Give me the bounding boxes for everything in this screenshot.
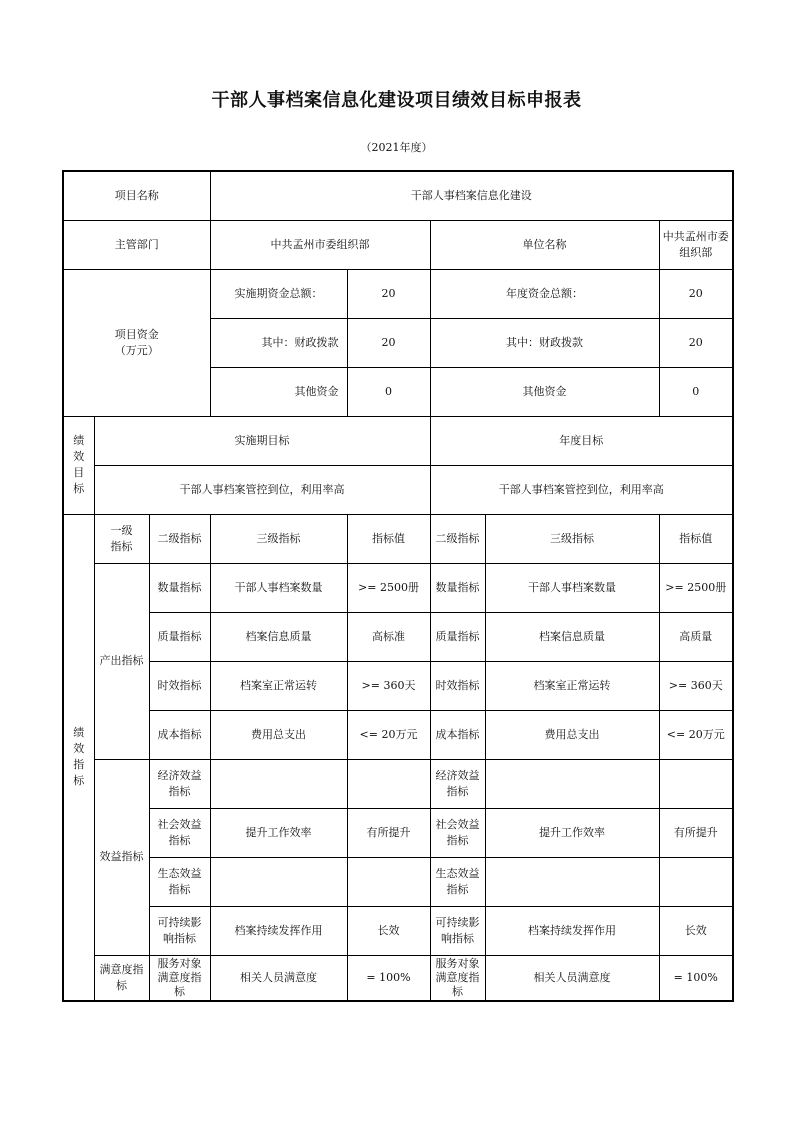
header-level1: 一级 指标 <box>94 514 149 563</box>
benefit-value: 长效 <box>347 906 430 955</box>
funds-year-value: 20 <box>659 269 733 318</box>
header-value: 指标值 <box>347 514 430 563</box>
output-year-l3: 档案信息质量 <box>485 612 659 661</box>
benefit-year-value <box>659 857 733 906</box>
funds-other-value: 0 <box>347 367 430 416</box>
project-name-value: 干部人事档案信息化建设 <box>210 171 733 220</box>
benefit-l2: 生态效益 指标 <box>149 857 210 906</box>
benefit-year-value: 长效 <box>659 906 733 955</box>
funds-label: 项目资金 （万元） <box>63 269 210 416</box>
performance-target-table <box>62 170 734 1002</box>
impl-goal-text: 干部人事档案管控到位，利用率高 <box>94 465 430 514</box>
benefit-label: 效益指标 <box>94 759 149 955</box>
output-year-value: >= 360天 <box>659 661 733 710</box>
funds-fiscal-label: 其中：财政拨款 <box>210 318 347 367</box>
output-value: <= 20万元 <box>347 710 430 759</box>
year-goal-header: 年度目标 <box>430 416 733 465</box>
output-l3: 费用总支出 <box>210 710 347 759</box>
dept-value: 中共孟州市委组织部 <box>210 220 430 269</box>
funds-fiscal-value: 20 <box>347 318 430 367</box>
year-header-level3: 三级指标 <box>485 514 659 563</box>
project-name-row <box>63 171 733 220</box>
funds-year-fiscal-value: 20 <box>659 318 733 367</box>
benefit-l2: 经济效益 指标 <box>149 759 210 808</box>
table-row <box>63 710 733 759</box>
output-l2: 数量指标 <box>149 563 210 612</box>
funds-impl-value: 20 <box>347 269 430 318</box>
year-header-level2: 二级指标 <box>430 514 485 563</box>
satisfaction-year-value: = 100% <box>659 955 733 1001</box>
output-year-l2: 数量指标 <box>430 563 485 612</box>
funds-year-fiscal-label: 其中：财政拨款 <box>430 318 659 367</box>
output-year-value: 高质量 <box>659 612 733 661</box>
benefit-year-l2: 经济效益 指标 <box>430 759 485 808</box>
output-year-l2: 成本指标 <box>430 710 485 759</box>
table-row <box>63 808 733 857</box>
funds-year-label: 年度资金总额： <box>430 269 659 318</box>
table-row <box>63 955 733 1001</box>
benefit-l3 <box>210 857 347 906</box>
output-l3: 档案室正常运转 <box>210 661 347 710</box>
benefit-value <box>347 857 430 906</box>
benefit-year-l2: 可持续影 响指标 <box>430 906 485 955</box>
table-row <box>63 612 733 661</box>
header-level3: 三级指标 <box>210 514 347 563</box>
table-row <box>63 857 733 906</box>
output-l2: 时效指标 <box>149 661 210 710</box>
benefit-year-value: 有所提升 <box>659 808 733 857</box>
output-value: >= 360天 <box>347 661 430 710</box>
benefit-year-l3: 提升工作效率 <box>485 808 659 857</box>
funds-other-label: 其他资金 <box>210 367 347 416</box>
benefit-l3 <box>210 759 347 808</box>
benefit-l3: 档案持续发挥作用 <box>210 906 347 955</box>
funds-year-other-label: 其他资金 <box>430 367 659 416</box>
output-year-l2: 质量指标 <box>430 612 485 661</box>
funds-year-other-value: 0 <box>659 367 733 416</box>
benefit-value <box>347 759 430 808</box>
table-row <box>63 661 733 710</box>
goals-label: 绩 效 目 标 <box>63 416 94 514</box>
output-label: 产出指标 <box>94 563 149 759</box>
benefit-l2: 可持续影 响指标 <box>149 906 210 955</box>
satisfaction-l2: 服务对象 满意度指 标 <box>149 955 210 1001</box>
impl-goal-header: 实施期目标 <box>94 416 430 465</box>
output-year-l3: 费用总支出 <box>485 710 659 759</box>
indicator-header-row <box>63 514 733 563</box>
benefit-year-l3: 档案持续发挥作用 <box>485 906 659 955</box>
funds-impl-label: 实施期资金总额： <box>210 269 347 318</box>
goals-header-row <box>63 416 733 465</box>
header-level2: 二级指标 <box>149 514 210 563</box>
satisfaction-l3: 相关人员满意度 <box>210 955 347 1001</box>
output-year-l2: 时效指标 <box>430 661 485 710</box>
dept-row <box>63 220 733 269</box>
satisfaction-label: 满意度指 标 <box>94 955 149 1001</box>
indicators-label: 绩 效 指 标 <box>63 514 94 1001</box>
satisfaction-year-l2: 服务对象 满意度指 标 <box>430 955 485 1001</box>
dept-label: 主管部门 <box>63 220 210 269</box>
output-value: >= 2500册 <box>347 563 430 612</box>
table-row <box>63 759 733 808</box>
project-name-label: 项目名称 <box>63 171 210 220</box>
benefit-year-l2: 社会效益 指标 <box>430 808 485 857</box>
page-title: 干部人事档案信息化建设项目绩效目标申报表 <box>211 90 582 111</box>
output-l3: 干部人事档案数量 <box>210 563 347 612</box>
output-l2: 质量指标 <box>149 612 210 661</box>
benefit-value: 有所提升 <box>347 808 430 857</box>
table-row <box>63 563 733 612</box>
satisfaction-year-l3: 相关人员满意度 <box>485 955 659 1001</box>
output-l3: 档案信息质量 <box>210 612 347 661</box>
table-row <box>63 906 733 955</box>
benefit-year-l3 <box>485 857 659 906</box>
year-label: （2021年度） <box>360 141 433 154</box>
benefit-l3: 提升工作效率 <box>210 808 347 857</box>
output-year-value: >= 2500册 <box>659 563 733 612</box>
goals-text-row <box>63 465 733 514</box>
unit-label: 单位名称 <box>430 220 659 269</box>
benefit-l2: 社会效益 指标 <box>149 808 210 857</box>
benefit-year-l3 <box>485 759 659 808</box>
output-year-value: <= 20万元 <box>659 710 733 759</box>
output-year-l3: 档案室正常运转 <box>485 661 659 710</box>
year-header-value: 指标值 <box>659 514 733 563</box>
output-l2: 成本指标 <box>149 710 210 759</box>
unit-value: 中共孟州市委组织部 <box>659 220 733 269</box>
benefit-year-value <box>659 759 733 808</box>
funds-row <box>63 269 733 318</box>
output-year-l3: 干部人事档案数量 <box>485 563 659 612</box>
benefit-year-l2: 生态效益 指标 <box>430 857 485 906</box>
satisfaction-value: = 100% <box>347 955 430 1001</box>
output-value: 高标准 <box>347 612 430 661</box>
year-goal-text: 干部人事档案管控到位，利用率高 <box>430 465 733 514</box>
